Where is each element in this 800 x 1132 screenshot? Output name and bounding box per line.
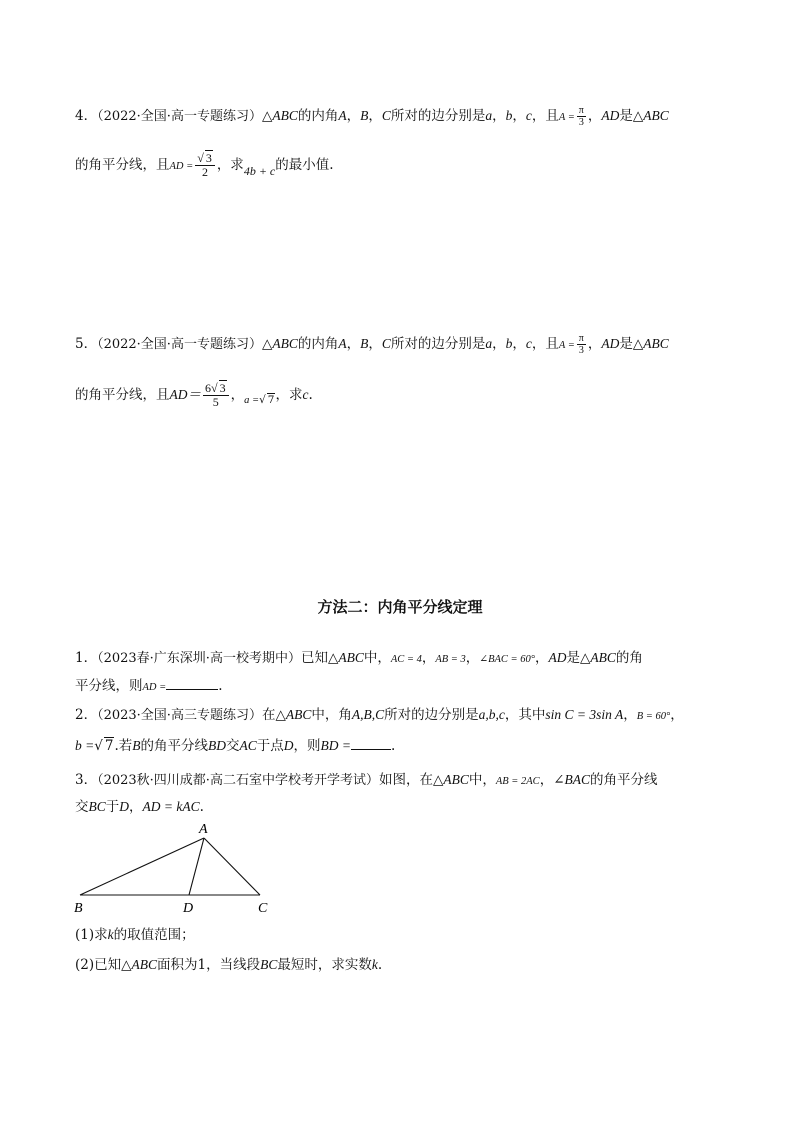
fraction-pi-over-3: $\frac{\pi}{3}$ [578, 333, 584, 356]
fraction-6sqrt3-over-5: $\frac{6√ 3}{5}$ [203, 382, 229, 409]
bisector-ad [189, 838, 204, 895]
question-2-line-1: 2．（2023·全国·高三专题练习）在△ABC中，角A,B,C所对的边分别是a,b,c，其中sin C = 3sin A，B = 60°， [75, 707, 684, 723]
question-source: （2023春·广东深圳·高一校考期中） [97, 651, 301, 666]
problem-number: 4． [75, 108, 98, 124]
section-heading: 方法二：内角平分线定理 [317, 598, 483, 616]
question-3-line-1: 3．（2023秋·四川成都·高二石室中学校考开学考试）如图，在△ABC中，AB = 2AC，∠BAC的角平分线 [75, 772, 658, 788]
question-number: 2． [75, 707, 98, 723]
problem-source: （2022·全国·高一专题练习） [97, 337, 262, 352]
question-3-part-2: (2)已知△ABC面积为1，当线段BC最短时，求实数k. [75, 957, 383, 973]
answer-blank[interactable] [166, 675, 218, 690]
triangle-figure [60, 818, 280, 918]
problem-number: 5． [75, 336, 98, 352]
question-1-line-2: 平分线，则AD = . [75, 675, 740, 698]
question-3-part-1: (1)求k的取值范围； [75, 927, 195, 943]
problem-5-line-1: 5．（2022·全国·高一专题练习）△ABC的内角A，B，C所对的边分别是a，b，c，且A = $\frac{\pi}{3}$ ，AD是△ABC [75, 333, 669, 356]
question-number: 3． [75, 772, 98, 788]
fraction-sqrt3-over-2: $\frac{√ 3}{2}$ [195, 152, 215, 179]
question-number: 1． [75, 650, 98, 666]
problem-5-line-2: 的角平分线，且AD＝ $\frac{6√ 3}{5}$ ，$_{a =√ 7}$，求c. [75, 381, 313, 409]
question-1-line-1: 1．（2023春·广东深圳·高一校考期中）已知△ABC中，AC = 4，AB = 3，∠BAC = 60°，AD是△ABC的角 [75, 650, 643, 666]
question-3-line-2: 交BC于D，AD = kAC. [75, 799, 204, 815]
label-b: B [74, 901, 83, 916]
problem-4-line-2: 的角平分线，且AD = $\frac{√ 3}{2}$ ，求4b + c的最小值. [75, 151, 334, 179]
side-ac [204, 838, 260, 895]
side-ab [80, 838, 204, 895]
fraction-pi-over-3: $\frac{\pi}{3}$ [578, 105, 584, 128]
answer-blank[interactable] [351, 735, 391, 750]
question-source: （2023秋·四川成都·高二石室中学校考开学考试） [97, 773, 379, 788]
problem-source: （2022·全国·高一专题练习） [97, 109, 262, 124]
label-a: A [199, 822, 208, 837]
question-source: （2023·全国·高三专题练习） [97, 708, 262, 723]
label-c: C [258, 901, 268, 916]
question-2-line-2: b =√ 7.若B的角平分线BD交AC于点D，则BD = . [75, 735, 740, 756]
label-d: D [183, 901, 194, 916]
problem-4-line-1: 4．（2022·全国·高一专题练习）△ABC的内角A，B，C所对的边分别是a，b，c，且A = $\frac{\pi}{3}$ ，AD是△ABC [75, 105, 669, 128]
